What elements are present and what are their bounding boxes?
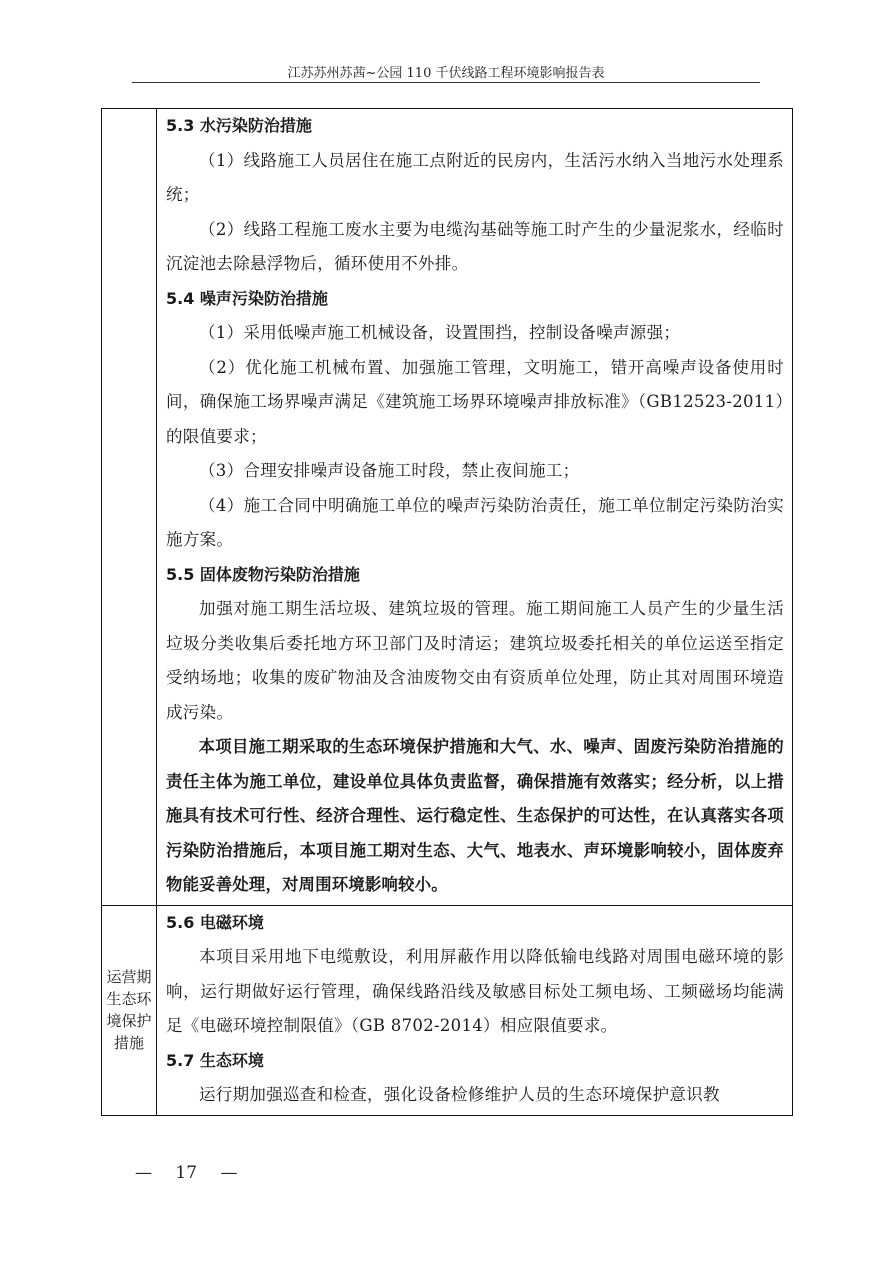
footer-dash-left: — [135, 1163, 152, 1183]
paragraph: （4）施工合同中明确施工单位的噪声污染防治责任，施工单位制定污染防治实施方案。 [166, 495, 784, 549]
section-title-water: 5.3 水污染防治措施 [166, 116, 312, 135]
paragraph: （3）合理安排噪声设备施工时段，禁止夜间施工； [199, 461, 580, 480]
page-footer [135, 1163, 237, 1183]
paragraph: （1）线路施工人员居住在施工点附近的民房内，生活污水纳入当地污水处理系统； [166, 150, 784, 204]
header-divider [132, 82, 760, 83]
paragraph: （2）线路工程施工废水主要为电缆沟基础等施工时产生的少量泥浆水，经临时沉淀池去除悬浮物后，循环使用不外排。 [166, 219, 784, 273]
construction-label-cell [102, 109, 157, 906]
page-header: 江苏苏州苏茜~公园 110 千伏线路工程环境影响报告表 [287, 66, 605, 81]
paragraph: （2）优化施工机械布置、加强施工管理，文明施工，错开高噪声设备使用时间，确保施工场界噪声满足《建筑施工场界环境噪声排放标准》（GB12523-2011）的限值要求； [166, 357, 784, 446]
paragraph: 本项目采用地下电缆敷设，利用屏蔽作用以降低输电线路对周围电磁环境的影响，运行期做好运行管理，确保线路沿线及敏感目标处工频电场、工频磁场均能满足《电磁环境控制限值》（GB 8702-2014）相应限值要求。 [166, 947, 784, 1035]
operation-label-cell: 运营期生态环境保护措施 [102, 905, 157, 1115]
page-number: 17 [175, 1163, 198, 1183]
section-title-ecology: 5.7 生态环境 [166, 1050, 264, 1070]
paragraph: 运行期加强巡查和检查，强化设备检修维护人员的生态环境保护意识教 [199, 1085, 720, 1104]
table-row-construction [102, 109, 793, 906]
section-title-electromagnetic: 5.6 电磁环境 [166, 912, 264, 932]
paragraph: （1）采用低噪声施工机械设备，设置围挡，控制设备噪声源强； [199, 323, 681, 342]
operation-content-cell [157, 905, 793, 1115]
measures-table [101, 108, 793, 1116]
table-row-operation [102, 905, 793, 1115]
footer-dash-right: — [220, 1163, 238, 1183]
conclusion-paragraph: 本项目施工期采取的生态环境保护措施和大气、水、噪声、固废污染防治措施的责任主体为施工单位，建设单位具体负责监督，确保措施有效落实；经分析，以上措施具有技术可行性、经济合理性、运行稳定性、生态保护的可达性，在认真落实各项污染防治措施后，本项目施工期对生态、大气、地表水、声环境影响较小，固体废弃物能妥善处理，对周围环境影响较小。 [166, 737, 784, 894]
construction-content-cell [157, 109, 793, 906]
paragraph: 加强对施工期生活垃圾、建筑垃圾的管理。施工期间施工人员产生的少量生活垃圾分类收集后委托地方环卫部门及时清运；建筑垃圾委托相关的单位运送至指定受纳场地；收集的废矿物油及含油废物交由有资质单位处理，防止其对周围环境造成污染。 [166, 599, 784, 722]
section-title-noise: 5.4 噪声污染防治措施 [166, 288, 328, 308]
section-title-solid-waste: 5.5 固体废物污染防治措施 [166, 564, 360, 584]
